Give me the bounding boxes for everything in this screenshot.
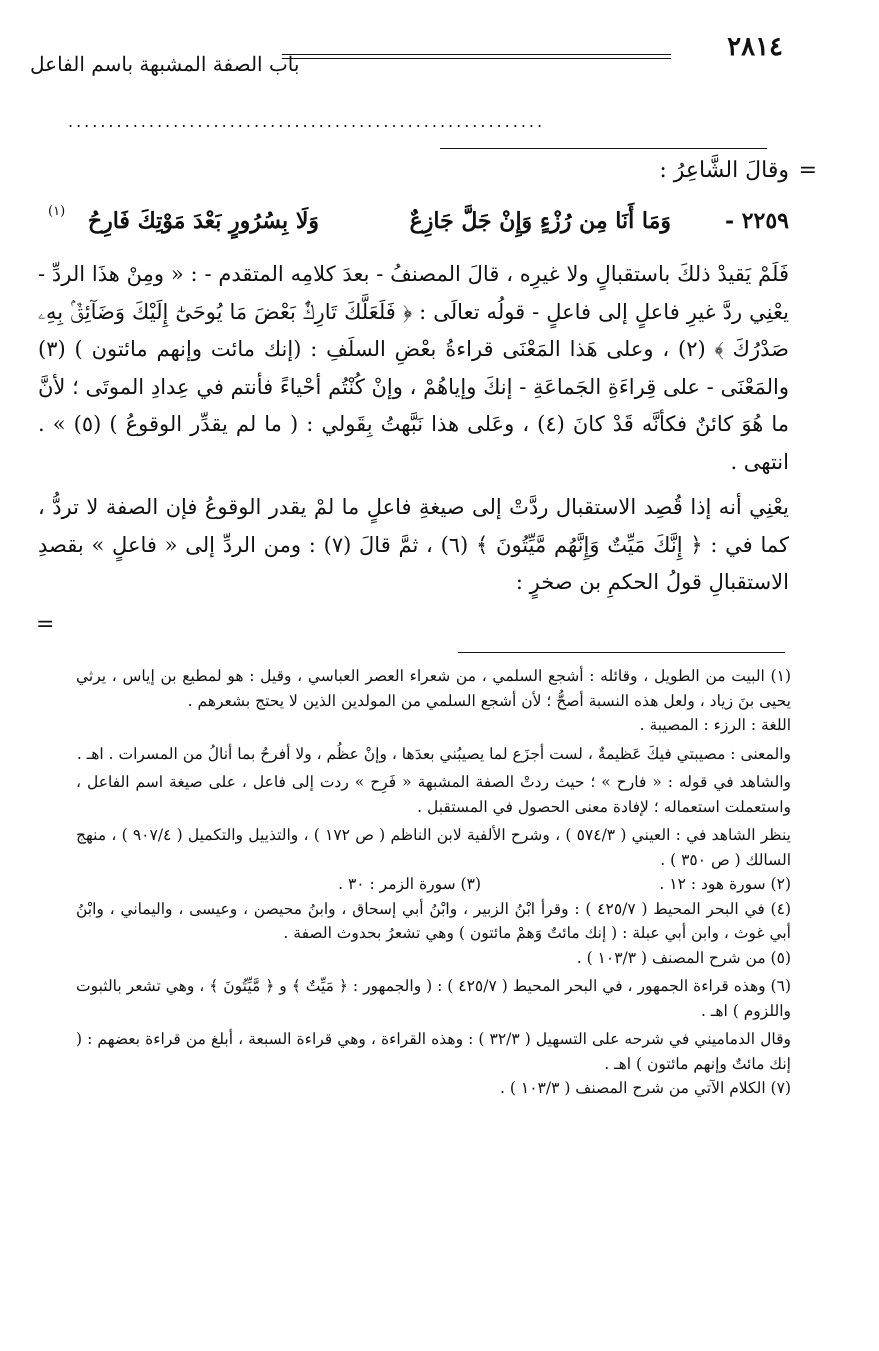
verse-first-hemistich: وَمَا أَنَا مِن رُزْءٍ وَإِنْ جَلَّ جَازِعٌ [409, 208, 671, 234]
chapter-title: باب الصفة المشبهة باسم الفاعل [30, 52, 300, 76]
footnote-1: (١) البيت من الطويل ، وقائله : أشجع السلمي ، من شعراء العصر العباسي ، وقيل : هو لمطيع بن إياس ، يرثي يحيى بنَ زياد ، ولعل هذه النسبة أصحُّ ؛ لأن أشجع السلمي من المولدين الذين لا يحتج بشعرهم . [76, 667, 791, 710]
section-rule [440, 148, 767, 149]
verse-second-hemistich: وَلَا بِسُرُورٍ بَعْدَ مَوْتِكَ فَارِحُ [87, 208, 319, 234]
paragraph: فَلَمْ يَقيدْ ذلكَ باستقبالٍ ولا غيرِه ، قالَ المصنفُ - بعدَ كلامِه المتقدم - : « ومِنْ هذَا الردِّ - يعْنِي ردَّ غيرِ فاعلٍ إلى فاعلٍ - قولُه تعالَى : ﴿ فَلَعَلَّكَ تَارِكٌۢ بَعْضَ مَا يُوحَىٰٓ إِلَيْكَ وَضَآئِقٌۢ بِهِۦ صَدْرُكَ ﴾ (٢) ، وعلى هَذا المَعْنَى قراءةُ بعْضِ السلَفِ : (إنك مائت وإنهم مائتون ) (٣) والمَعْنَى - على قِراءَةِ الجَماعَةِ - إنكَ وإياهُمْ ، وإنْ كُنْتُم أحْياءً فأنتم في عِدادِ الموتَى ؛ لأنَّ ما هُوَ كائنٌ فكأنَّه قَدْ كانَ (٤) ، وعَلى هذا نَبَّهتُ بِقَولي : ( ما لم يقدِّر الوقوعُ ) (٥) » . انتهى . [38, 262, 789, 474]
header-rule [282, 54, 671, 59]
footnotes [76, 664, 791, 1101]
footnote-1-language: اللغة : الرزء : المصيبة . [639, 716, 791, 734]
footnote-4: (٤) في البحر المحيط ( ٤٢٥/٧ ) : وقرأ ابْنُ الزبير ، وابْنُ أبي إسحاق ، وابنُ محيصن ، وعيسى ، واليماني ، وابْنُ أبي غوث ، وابن أبي عبلة : ( إنك مائتٌ وَهمْ مائتون ) وهي تشعرُ بحدوث الصفة . [76, 899, 791, 942]
page-number: ٢٨١٤ [727, 32, 783, 62]
footnote-1-sources: ينظر الشاهد في : العيني ( ٥٧٤/٣ ) ، وشرح الألفية لابن الناظم ( ص ١٧٢ ) ، والتذييل والتكميل ( ٩٠٧/٤ ) ، منهج السالك ( ص ٣٥٠ ) . [76, 826, 791, 869]
footnote-6: (٦) وهذه قراءة الجمهور ، في البحر المحيط ( ٤٢٥/٧ ) : ( والجمهور : ﴿ مَيِّتٌ ﴾ و ﴿ مَّيِّتُونَ ﴾ ، وهي تشعر بالثبوت واللزوم ) اهـ . [76, 977, 791, 1020]
continuation-mark-top: = [798, 158, 817, 183]
paragraph: يعْنِي أنه إذا قُصِد الاستقبال ردَّتْ إلى صيغةِ فاعلٍ ما لمْ يقدر الوقوعُ فإن الصفة لا تردُّ ، كما في : ﴿ إِنَّكَ مَيِّتٌ وَإِنَّهُم مَّيِّتُونَ ﴾ (٦) ، ثمَّ قالَ (٧) : ومن الردِّ إلى « فاعلٍ » بقصدِ الاستقبالِ قولُ الحكمِ بن صخرٍ : [38, 495, 789, 594]
footnote-2: (٢) سورة هود : ١٢ . [659, 875, 791, 893]
footnote-rule [458, 652, 785, 653]
footnote-6-note: وقال الدماميني في شرحه على التسهيل ( ٣٢/٣ ) : وهذه القراءة ، وهي قراءة السبعة ، أبلغ من قراءة بعضهم : ( إنك مائتٌ وإنهم مائتون ) اهـ . [76, 1030, 791, 1073]
footnote-7: (٧) الكلام الآتي من شرح المصنف ( ١٠٣/٣ ) . [500, 1079, 791, 1097]
continuation-mark-bottom: = [36, 612, 55, 637]
separator-dots: ........................................................... [68, 112, 546, 131]
footnote-pair-2-3 [76, 872, 791, 897]
verse-number: ٢٢٥٩ - [724, 208, 789, 234]
footnote-3: (٣) سورة الزمر : ٣٠ . [338, 875, 481, 893]
footnote-1-evidence: والشاهد في قوله : « فارح » ؛ حيث ردتْ الصفة المشبهة « فَرِح » ردت إلى فاعل ، على صيغة اسم الفاعل ، واستعملت استعماله ؛ لإفادة معنى الحصول في المستقبل . [76, 773, 791, 816]
main-text [38, 256, 789, 602]
poet-intro: وقالَ الشَّاعِرُ : [659, 158, 789, 183]
footnote-5: (٥) من شرح المصنف ( ١٠٣/٣ ) . [576, 948, 791, 967]
page-header [30, 30, 783, 90]
footnote-1-meaning: والمعنى : مصيبتي فيكَ عَظيمةٌ ، لست أجزَع لما يصيبُني بعدَها ، وإنْ عظُم ، ولا أفرحُ بما أنالُ من المسرات . اهـ . [76, 744, 791, 763]
verse-line [40, 204, 789, 252]
verse-footnote-ref: (١) [48, 204, 66, 219]
